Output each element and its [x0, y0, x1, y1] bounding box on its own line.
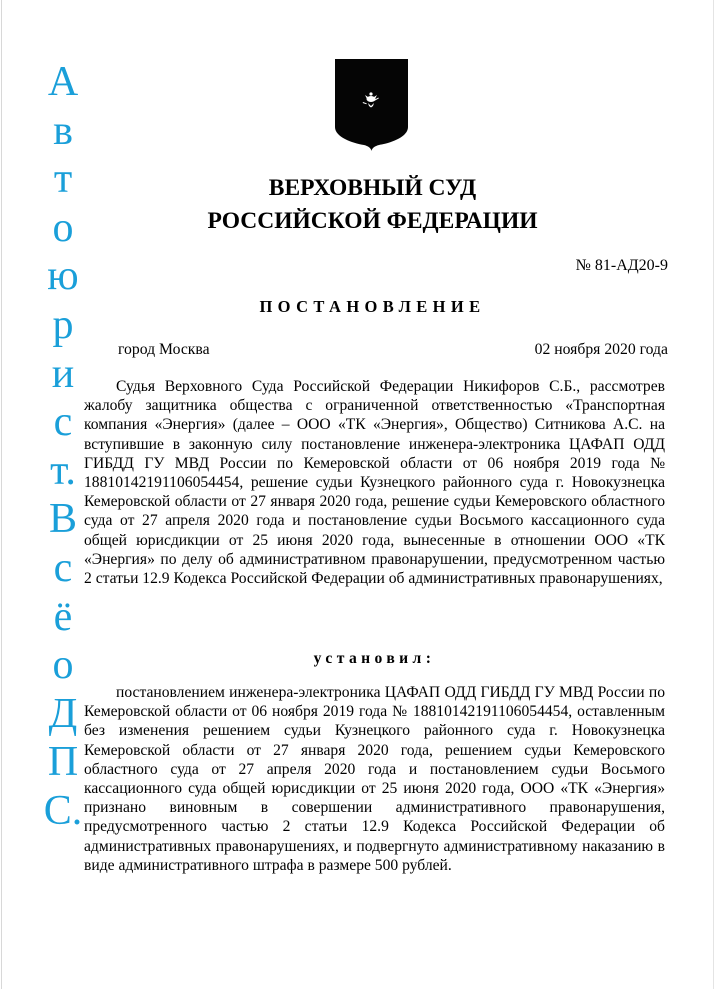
case-number: № 81-АД20-9 — [575, 257, 668, 274]
coat-of-arms-icon — [333, 57, 410, 152]
watermark-letter: В — [48, 496, 77, 543]
document-title: ПОСТАНОВЛЕНИЕ — [259, 297, 486, 316]
watermark-letter: ё — [53, 593, 73, 640]
watermark-letter: р — [52, 301, 74, 348]
watermark-letter: ю — [47, 253, 79, 300]
paragraph-intro: Судья Верховного Суда Российской Федерации Никифоров С.Б., рассмотрев жалобу защитника общества с ограниченной ответственностью «Транспортная компания «Энергия» (далее – ООО «ТК «Энергия», Общество) Ситникова А.С. на вступившие в законную силу постановление инженера-электроника ЦАФАП ОДД ГИБДД ГУ МВД России по Кемеровской области от 06 ноября 2019 года № 18810142191106054454, решение судьи Кузнецкого районного суда г. Новокузнецка Кемеровской области от 27 января 2020 года, решение судьи Кемеровского областного суда от 27 апреля 2020 года и постановление судьи Восьмого кассационного суда общей юрисдикции от 25 июня 2020 года, вынесенные в отношении ООО «ТК «Энергия» по делу об административном правонарушении, предусмотренном частью 2 статьи 12.9 Кодекса Российской Федерации об административных правонарушениях, — [84, 378, 665, 588]
place: город Москва — [118, 341, 210, 358]
watermark-letter: с — [53, 544, 73, 591]
page-border-right — [713, 0, 714, 989]
watermark-letter: в — [53, 107, 73, 154]
watermark-letter: о — [52, 204, 74, 251]
court-name — [150, 172, 595, 238]
watermark-letter: т — [53, 156, 73, 203]
watermark-letter: А — [47, 59, 79, 105]
watermark-letter: и — [51, 350, 75, 397]
watermark-vertical — [40, 58, 86, 836]
watermark-letter: П — [47, 739, 79, 786]
document-date: 02 ноября 2020 года — [534, 341, 668, 358]
watermark-letter: о — [52, 642, 74, 689]
watermark-letter: Д — [48, 690, 78, 737]
court-name-line2: РОССИЙСКОЙ ФЕДЕРАЦИИ — [207, 208, 538, 234]
court-name-line1: ВЕРХОВНЫЙ СУД — [268, 175, 477, 201]
established-heading: установил: — [313, 650, 436, 667]
watermark-letter: С. — [43, 787, 83, 834]
watermark-letter: т. — [50, 447, 76, 494]
watermark-letter: с — [53, 399, 73, 446]
paragraph-findings: постановлением инженера-электроника ЦАФАП ОДД ГИБДД ГУ МВД России по Кемеровской области от 06 ноября 2019 года № 18810142191106054454, оставленным без изменения решением судьи Кузнецкого районного суда г. Новокузнецка Кемеровской области от 27 января 2020 года, решением судьи Кемеровского областного суда от 27 апреля 2020 года и постановлением судьи Восьмого кассационного суда общей юрисдикции от 25 июня 2020 года, ООО «ТК «Энергия» признано виновным в совершении административного правонарушения, предусмотренного частью 2 статьи 12.9 Кодекса Российской Федерации об административных правонарушениях, и подвергнуто административному наказанию в виде административного штрафа в размере 500 рублей. — [84, 684, 665, 874]
page-border-left — [1, 0, 2, 989]
